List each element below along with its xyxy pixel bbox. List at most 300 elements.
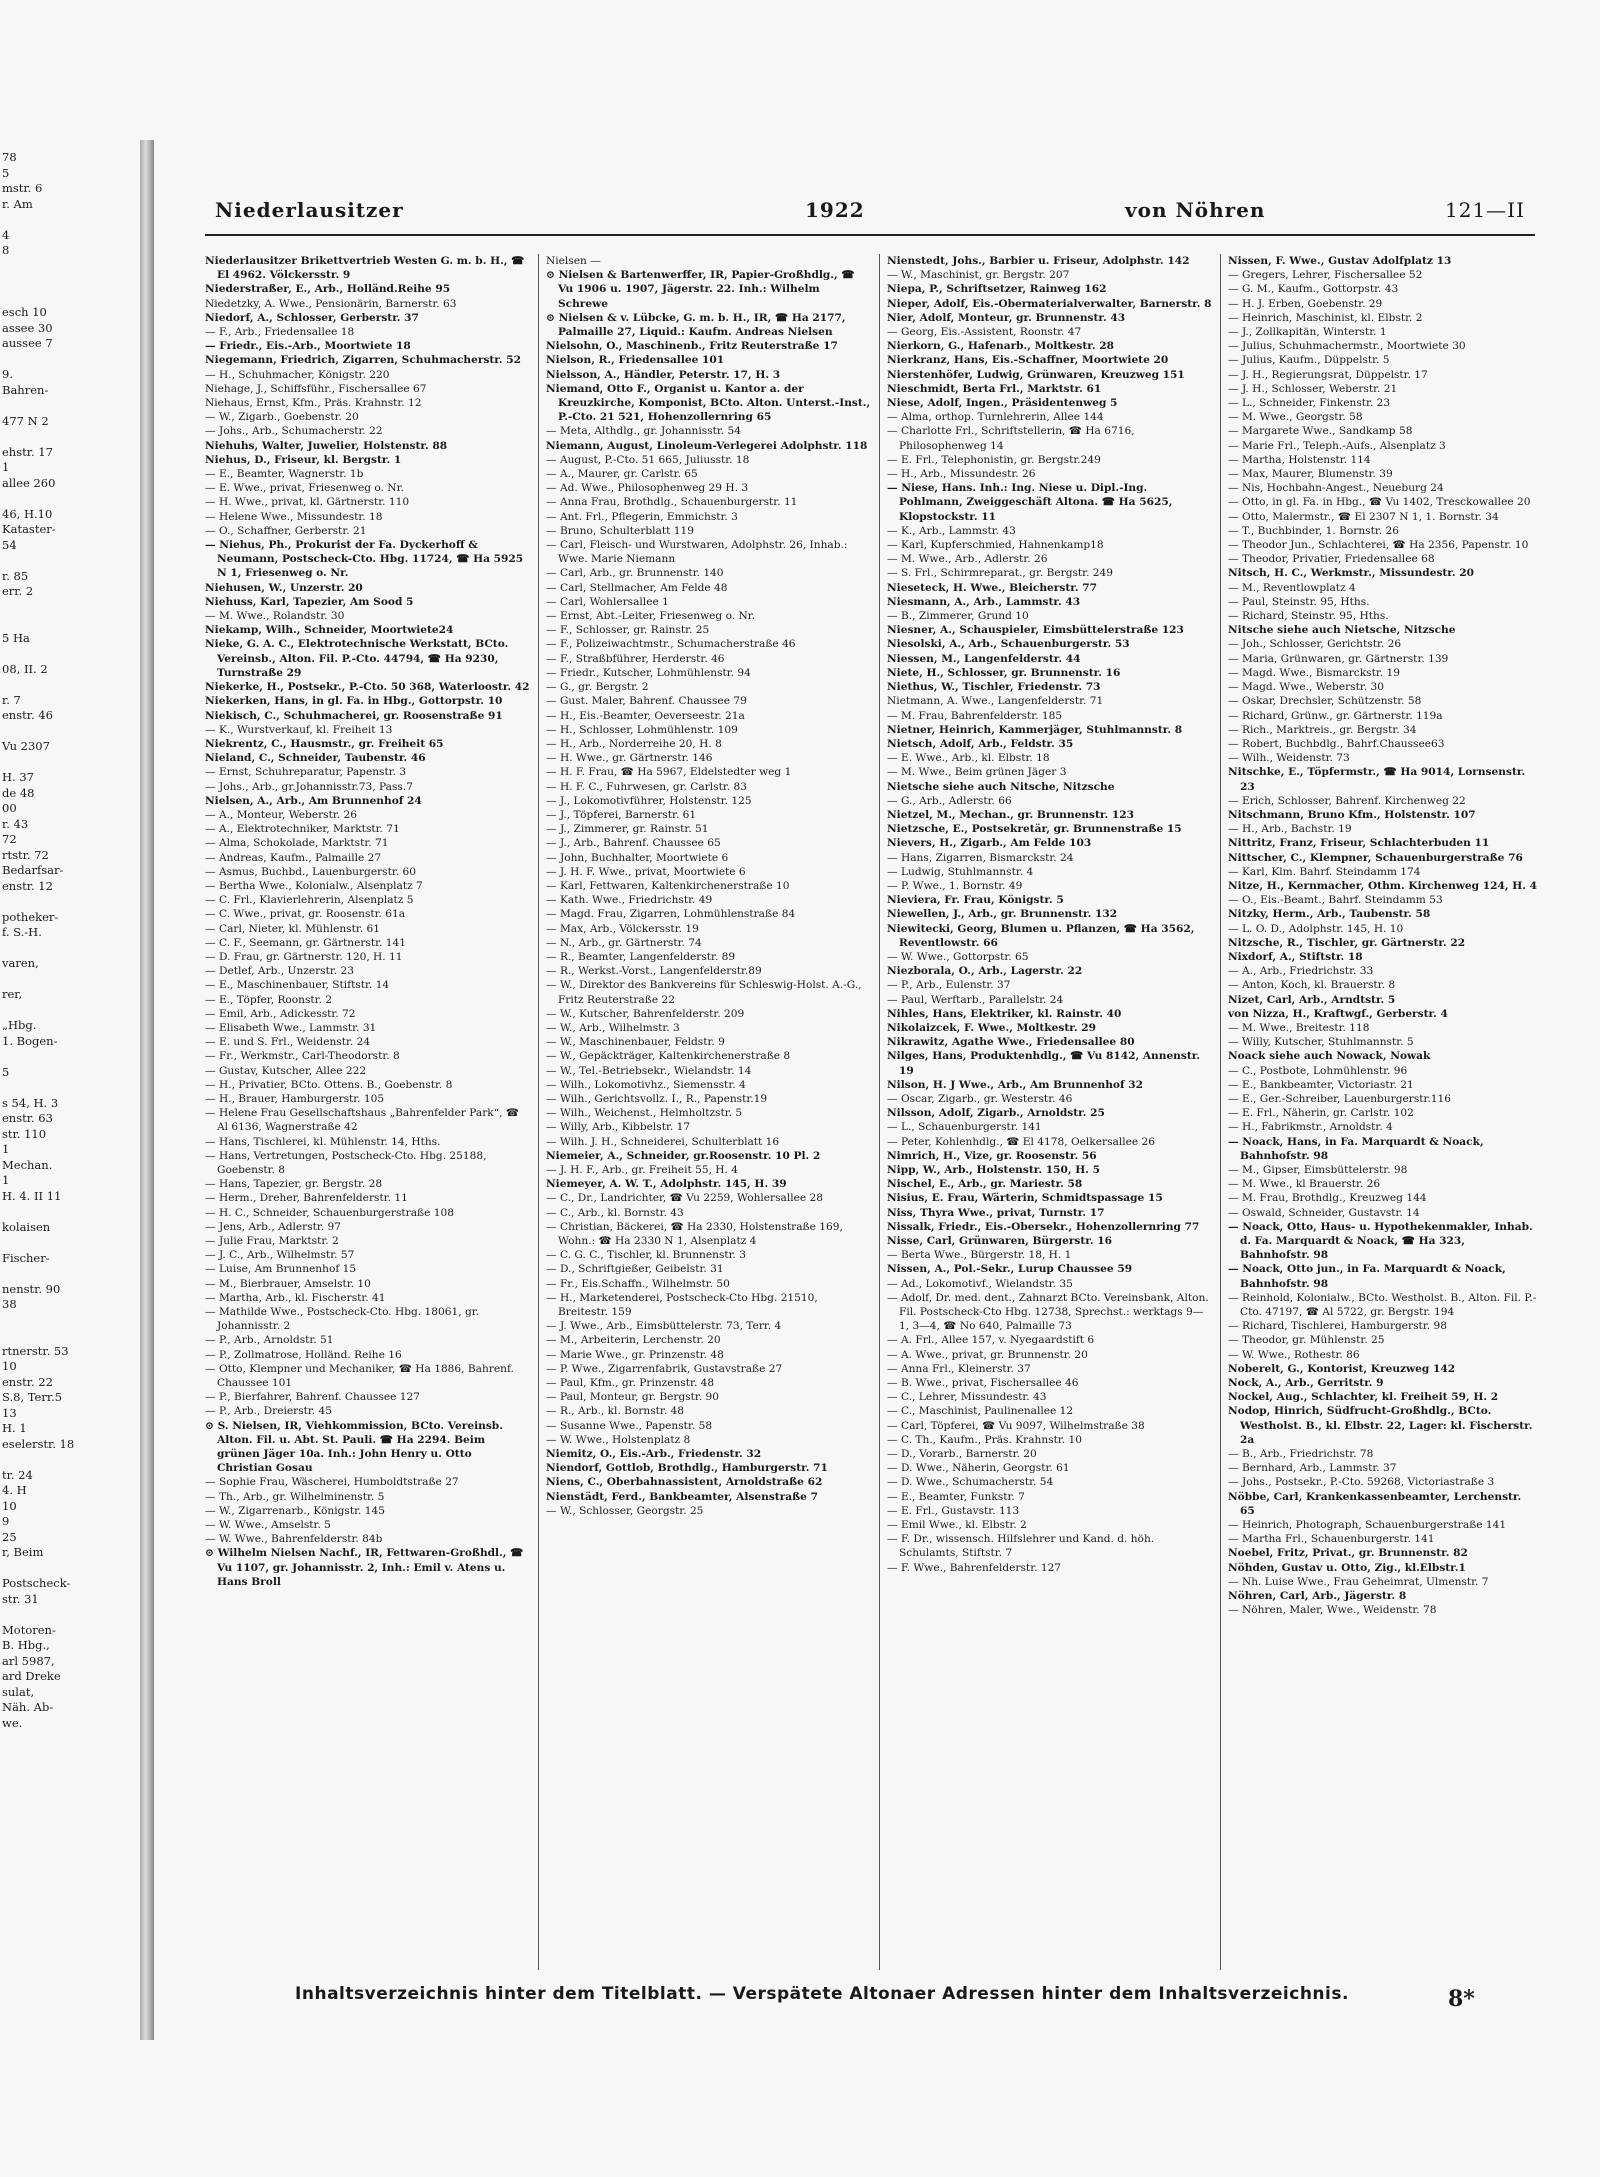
left-page-line: Näh. Ab- — [2, 1700, 54, 1714]
directory-entry: — Wilh., Weidenstr. 73 — [1228, 752, 1350, 765]
directory-entry: ⊙ S. Nielsen, IR, Viehkommission, BCto. Vereinsb. Alton. Fil. u. Abt. St. Pauli. ☎ Ha 2294. Beim grünen Jäger 10a. Inh.: John Henry u. Otto Christian Gosau — [205, 1419, 503, 1475]
directory-entry: Niese, Adolf, Ingen., Präsidentenweg 5 — [887, 397, 1118, 410]
directory-entry: — W., Zigarb., Goebenstr. 20 — [205, 411, 359, 424]
directory-entry: — Fr., Werkmstr., Carl-Theodorstr. 8 — [205, 1050, 400, 1063]
left-page-line — [2, 259, 140, 275]
directory-entry: — Sophie Frau, Wäscherei, Humboldtstraße 27 — [205, 1476, 459, 1489]
directory-entry: — Johs., Postsekr., P.-Cto. 59268, Victoriastraße 3 — [1228, 1476, 1495, 1489]
directory-entry: — W., Maschinenbauer, Feldstr. 9 — [546, 1036, 725, 1049]
directory-entry: — Mathilde Wwe., Postscheck-Cto. Hbg. 18061, gr. Johannisstr. 2 — [205, 1306, 480, 1333]
left-page-line: 4 — [2, 227, 10, 242]
directory-entry: Nierkranz, Hans, Eis.-Schaffner, Moortwiete 20 — [887, 354, 1169, 367]
left-page-line: 1 — [2, 1142, 10, 1156]
directory-entry: — W. Wwe., Amselstr. 5 — [205, 1519, 331, 1532]
directory-entry: — H., Schlosser, Lohmühlenstr. 109 — [546, 723, 738, 736]
directory-entry: — A. Frl., Allee 157, v. Nyegaardstift 6 — [887, 1334, 1095, 1347]
left-page-line: r. 43 — [2, 816, 29, 831]
directory-entry: — M. Wwe., Rolandstr. 30 — [205, 610, 345, 623]
directory-entry: — W., Zigarrenarb., Königstr. 145 — [205, 1504, 385, 1517]
directory-entry: Niesolski, A., Arb., Schauenburgerstr. 53 — [887, 638, 1130, 651]
directory-entry: — M., Reventlowplatz 4 — [1228, 581, 1356, 594]
left-page-line: Mechan. — [2, 1157, 53, 1172]
directory-entry: — J., Arb., Bahrenf. Chaussee 65 — [546, 837, 721, 850]
left-page-line — [2, 290, 140, 306]
directory-entry: — J. C., Arb., Wilhelmstr. 57 — [205, 1249, 355, 1262]
directory-entry: Niezborala, O., Arb., Lagerstr. 22 — [887, 965, 1083, 978]
left-page-line — [2, 274, 140, 290]
left-page-line — [2, 894, 140, 910]
left-page-line: arl 5987, — [2, 1653, 55, 1668]
directory-entry: — Peter, Kohlenhdlg., ☎ El 4178, Oelkersallee 26 — [887, 1135, 1155, 1148]
left-page-line — [2, 1080, 140, 1096]
directory-entry: — Rich., Marktreis., gr. Bergstr. 34 — [1228, 723, 1417, 736]
directory-entry: Niesner, A., Schauspieler, Eimsbüttelerstraße 123 — [887, 624, 1184, 637]
left-page-line — [2, 1313, 140, 1329]
directory-entry: — H., Fabrikmstr., Arnoldstr. 4 — [1228, 1121, 1393, 1134]
directory-entry: — Alma, Schokolade, Marktstr. 71 — [205, 837, 389, 850]
directory-entry: — J. H. F. Wwe., privat, Moortwiete 6 — [546, 865, 746, 878]
directory-entry: — Wilh. J. H., Schneiderei, Schulterblatt 16 — [546, 1135, 780, 1148]
directory-entry: Nietsche siehe auch Nitsche, Nitzsche — [887, 780, 1115, 793]
left-page-line: Bahren- — [2, 382, 49, 397]
left-page-line — [2, 677, 140, 693]
directory-entry: — L., Schauenburgerstr. 141 — [887, 1121, 1042, 1134]
left-page-line: ard Dreke — [2, 1669, 61, 1683]
left-page-line — [2, 1561, 140, 1577]
directory-entry: — Paul, Werftarb., Parallelstr. 24 — [887, 993, 1064, 1006]
directory-entry: — Oscar, Zigarb., gr. Westerstr. 46 — [887, 1092, 1073, 1105]
directory-entry: — Alma, orthop. Turnlehrerin, Allee 144 — [887, 411, 1104, 424]
directory-entry: — W., Tel.-Betriebsekr., Wielandstr. 14 — [546, 1064, 752, 1077]
header-rule — [205, 234, 1535, 236]
directory-entry: — Bernhard, Arb., Lammstr. 37 — [1228, 1462, 1397, 1475]
directory-entry: — A., Elektrotechniker, Marktstr. 71 — [205, 823, 400, 836]
left-page-fragments — [0, 150, 140, 2020]
left-page-line — [2, 724, 140, 740]
directory-entry: Nissen, A., Pol.-Sekr., Lurup Chaussee 59 — [887, 1263, 1133, 1276]
directory-entry: Nizet, Carl, Arb., Arndtstr. 5 — [1228, 993, 1396, 1006]
directory-entry: Nihles, Hans, Elektriker, kl. Rainstr. 40 — [887, 1007, 1122, 1020]
directory-entry: — Paul, Monteur, gr. Bergstr. 90 — [546, 1391, 720, 1404]
directory-entry: — H. F. C., Fuhrwesen, gr. Carlstr. 83 — [546, 780, 747, 793]
left-page-line: 1 — [2, 460, 10, 474]
directory-entry: Niemeyer, A. W. T., Adolphstr. 145, H. 39 — [546, 1178, 787, 1191]
directory-entry: Nietner, Heinrich, Kammerjäger, Stuhlmannstr. 8 — [887, 723, 1183, 736]
directory-entry: — F., Arb., Friedensallee 18 — [205, 326, 355, 339]
directory-entry: — Oswald, Schneider, Gustavstr. 14 — [1228, 1206, 1420, 1219]
left-page-line: 78 — [2, 150, 17, 164]
directory-entry: — Julius, Kaufm., Düppelstr. 5 — [1228, 354, 1390, 367]
left-page-line: r, Beim — [2, 1545, 44, 1559]
directory-entry: — Noack, Otto jun., in Fa. Marquardt & Noack, Bahnhofstr. 98 — [1228, 1263, 1506, 1290]
directory-entry: Noebel, Fritz, Privat., gr. Brunnenstr. 82 — [1228, 1547, 1468, 1560]
directory-entry: — F., Schlosser, gr. Rainstr. 25 — [546, 624, 710, 637]
directory-entry: — Johs., Arb., Schumacherstr. 22 — [205, 425, 383, 438]
directory-entry: — C., Arb., kl. Bornstr. 43 — [546, 1206, 684, 1219]
directory-entry: — Hans, Tischlerei, kl. Mühlenstr. 14, Hths. — [205, 1135, 441, 1148]
directory-entry: Niehus, D., Friseur, kl. Bergstr. 1 — [205, 453, 402, 466]
directory-entry: — P. Wwe., 1. Bornstr. 49 — [887, 879, 1023, 892]
directory-entry: — W., Kutscher, Bahrenfelderstr. 209 — [546, 1007, 745, 1020]
directory-entry: — Anna Frau, Brothdlg., Schauenburgerstr. 11 — [546, 496, 798, 509]
directory-entry: — Richard, Tischlerei, Hamburgerstr. 98 — [1228, 1320, 1447, 1333]
directory-entry: — Johs., Arb., gr.Johannisstr.73, Pass.7 — [205, 780, 413, 793]
left-page-line: Motoren- — [2, 1622, 56, 1637]
directory-entry: — Magd. Wwe., Weberstr. 30 — [1228, 681, 1384, 694]
directory-entry: — M., Bierbrauer, Amselstr. 10 — [205, 1277, 371, 1290]
directory-entry: — Ernst, Abt.-Leiter, Friesenweg o. Nr. — [546, 610, 756, 623]
directory-entry: — Ad. Wwe., Philosophenweg 29 H. 3 — [546, 482, 749, 495]
left-page-line: assee 30 — [2, 320, 53, 335]
directory-entry: Nierkorn, G., Hafenarb., Moltkestr. 28 — [887, 340, 1114, 353]
left-page-line: Bedarfsar- — [2, 863, 64, 877]
directory-entry: Nieschmidt, Berta Frl., Marktstr. 61 — [887, 382, 1102, 395]
directory-entry: — Helene Wwe., Missundestr. 18 — [205, 510, 383, 523]
left-page-line — [2, 646, 140, 662]
directory-entry: Niesmann, A., Arb., Lammstr. 43 — [887, 595, 1081, 608]
directory-entry: — C., Lehrer, Missundestr. 43 — [887, 1391, 1047, 1404]
directory-entry: Nieland, C., Schneider, Taubenstr. 46 — [205, 752, 426, 765]
directory-entry: — Carl, Wohlersallee 1 — [546, 595, 669, 608]
directory-entry: — Noack, Hans, in Fa. Marquardt & Noack, Bahnhofstr. 98 — [1228, 1135, 1484, 1162]
directory-entry: — Kath. Wwe., Friedrichstr. 49 — [546, 894, 713, 907]
directory-entry: Nöhden, Gustav u. Otto, Zig., kl.Elbstr.1 — [1228, 1561, 1466, 1574]
directory-entry: — Elisabeth Wwe., Lammstr. 31 — [205, 1021, 377, 1034]
directory-entry: — C. Th., Kaufm., Präs. Krahnstr. 10 — [887, 1433, 1082, 1446]
column-3 — [887, 254, 1212, 1970]
directory-entry: — J., Zimmerer, gr. Rainstr. 51 — [546, 823, 709, 836]
header-page-number: 121—II — [1445, 198, 1525, 222]
left-page-line — [2, 1204, 140, 1220]
directory-entry: — W., Direktor des Bankvereins für Schleswig-Holst. A.-G., Fritz Reuterstraße 22 — [546, 979, 862, 1006]
directory-entry: — Hans, Tapezier, gr. Bergstr. 28 — [205, 1178, 383, 1191]
signature-mark: 8* — [1448, 1986, 1475, 2012]
directory-entry: — Otto, in gl. Fa. in Hbg., ☎ Vu 1402, Tresckowallee 20 — [1228, 496, 1531, 509]
directory-entry: — M. Wwe., Arb., Adlerstr. 26 — [887, 553, 1048, 566]
left-page-line: 72 — [2, 832, 17, 846]
directory-entry: — Willy, Kutscher, Stuhlmannstr. 5 — [1228, 1036, 1414, 1049]
directory-entry: — D., Schriftgießer, Geibelstr. 31 — [546, 1263, 724, 1276]
directory-entry: — W. Wwe., Gottorpstr. 65 — [887, 950, 1029, 963]
left-page-line: de 48 — [2, 785, 35, 800]
directory-entry: Nietzel, M., Mechan., gr. Brunnenstr. 123 — [887, 808, 1134, 821]
directory-entry: Niekisch, C., Schuhmacherei, gr. Roosenstraße 91 — [205, 709, 503, 722]
left-page-line — [2, 755, 140, 771]
directory-entry: — Joh., Schlosser, Gerichtstr. 26 — [1228, 638, 1402, 651]
left-page-line — [2, 1266, 140, 1282]
directory-entry: Niens, C., Oberbahnassistent, Arnoldstraße 62 — [546, 1476, 823, 1489]
directory-entry: — Oskar, Drechsler, Schützenstr. 58 — [1228, 695, 1422, 708]
directory-entry: Nieseteck, H. Wwe., Bleicherstr. 77 — [887, 581, 1097, 594]
directory-entry: Nietsch, Adolf, Arb., Feldstr. 35 — [887, 737, 1074, 750]
directory-entry: — Reinhold, Kolonialw., BCto. Westholst. B., Alton. Fil. P.-Cto. 47197, ☎ Al 5722, gr. Bergstr. 194 — [1228, 1291, 1537, 1319]
directory-entry: — Asmus, Buchbd., Lauenburgerstr. 60 — [205, 865, 416, 878]
directory-entry: Niewellen, J., Arb., gr. Brunnenstr. 132 — [887, 908, 1118, 921]
directory-entry: — Nis, Hochbahn-Angest., Neueburg 24 — [1228, 482, 1444, 495]
directory-entry: — Ludwig, Stuhlmannstr. 4 — [887, 865, 1034, 878]
left-page-line: 38 — [2, 1297, 17, 1311]
directory-entry: — P., Arb., Eulenstr. 37 — [887, 979, 1011, 992]
left-page-line: 13 — [2, 1405, 17, 1420]
left-page-line: we. — [2, 1715, 23, 1730]
directory-entry: Nipp, W., Arb., Holstenstr. 150, H. 5 — [887, 1164, 1100, 1176]
directory-entry: Nietmann, A. Wwe., Langenfelderstr. 71 — [887, 695, 1104, 708]
left-page-line — [2, 1328, 140, 1344]
directory-entry: Niessen, M., Langenfelderstr. 44 — [887, 652, 1081, 665]
directory-entry: — W. Wwe., Bahrenfelderstr. 84b — [205, 1533, 383, 1546]
left-page-line: s 54, H. 3 — [2, 1095, 59, 1110]
directory-entry: — C., Maschinist, Paulinenallee 12 — [887, 1405, 1074, 1418]
directory-entry: — F., Straßbführer, Herderstr. 46 — [546, 652, 725, 665]
directory-entry: Nisius, E. Frau, Wärterin, Schmidtspassage 15 — [887, 1192, 1163, 1205]
directory-entry: Nikrawitz, Agathe Wwe., Friedensallee 80 — [887, 1036, 1135, 1049]
left-page-line: rtstr. 72 — [2, 847, 49, 862]
directory-entry: — Noack, Otto, Haus- u. Hypothekenmakler, Inhab. d. Fa. Marquardt & Noack, ☎ Ha 323, Bahnhofstr. 98 — [1228, 1220, 1533, 1262]
left-page-line: err. 2 — [2, 584, 34, 598]
directory-entry: — C., Dr., Landrichter, ☎ Vu 2259, Wohlersallee 28 — [546, 1192, 824, 1205]
directory-entry: — E., Maschinenbauer, Stiftstr. 14 — [205, 979, 390, 992]
left-page-line: eselerstr. 18 — [2, 1436, 75, 1451]
directory-entry: — Wilh., Weichenst., Helmholtzstr. 5 — [546, 1107, 743, 1120]
directory-entry: — P., Arb., Dreierstr. 45 — [205, 1405, 332, 1418]
directory-entry: Nock, A., Arb., Gerritstr. 9 — [1228, 1377, 1384, 1390]
left-page-line — [2, 615, 140, 631]
directory-entry: — D. Wwe., Näherin, Georgstr. 61 — [887, 1462, 1070, 1475]
directory-entry: — Andreas, Kaufm., Palmaille 27 — [205, 851, 382, 864]
directory-entry: — Helene Frau Gesellschaftshaus „Bahrenfelder Park“, ☎ Al 6136, Wagnerstraße 42 — [205, 1107, 520, 1134]
left-page-line: r. 7 — [2, 692, 21, 707]
directory-entry: Niemitz, O., Eis.-Arb., Friedenstr. 32 — [546, 1448, 762, 1461]
directory-entry: — F. Dr., wissensch. Hilfslehrer und Kand. d. höh. Schulamts, Stiftstr. 7 — [887, 1533, 1155, 1560]
directory-entry: — Wilh., Lokomotivhz., Siemensstr. 4 — [546, 1078, 746, 1091]
directory-entry: — August, P.-Cto. 51 665, Juliusstr. 18 — [546, 453, 750, 466]
directory-entry: — Martha Frl., Schauenburgerstr. 141 — [1228, 1533, 1435, 1546]
directory-entry: — K., Arb., Lammstr. 43 — [887, 524, 1016, 537]
directory-entry: Niemeier, A., Schneider, gr.Roosenstr. 10 Pl. 2 — [546, 1149, 821, 1162]
directory-entry: — P., Arb., Arnoldstr. 51 — [205, 1334, 334, 1347]
directory-entry: Nierstenhöfer, Ludwig, Grünwaren, Kreuzweg 151 — [887, 368, 1185, 381]
directory-entry: — H., Brauer, Hamburgerstr. 105 — [205, 1092, 385, 1105]
directory-entry: — Martha, Arb., kl. Fischerstr. 41 — [205, 1291, 386, 1304]
directory-entry: — Max, Maurer, Blumenstr. 39 — [1228, 468, 1393, 481]
directory-entry: — C. G. C., Tischler, kl. Brunnenstr. 3 — [546, 1249, 747, 1262]
left-page-line: 25 — [2, 1529, 17, 1544]
directory-entry: — A., Monteur, Weberstr. 26 — [205, 808, 357, 821]
directory-entry: — John, Buchhalter, Moortwiete 6 — [546, 851, 729, 864]
directory-entry: — Heinrich, Photograph, Schauenburgerstraße 141 — [1228, 1519, 1507, 1532]
directory-entry: — Martha, Holstenstr. 114 — [1228, 453, 1371, 466]
book-gutter — [140, 140, 154, 2040]
directory-entry: — M. Wwe., Georgstr. 58 — [1228, 411, 1363, 424]
left-page-line: str. 110 — [2, 1126, 47, 1141]
directory-entry: Niepa, P., Schriftsetzer, Rainweg 162 — [887, 283, 1107, 296]
directory-entry: Nissen, F. Wwe., Gustav Adolfplatz 13 — [1228, 255, 1452, 267]
directory-entry: — E. Frl., Näherin, gr. Carlstr. 102 — [1228, 1107, 1414, 1120]
directory-entry: — O., Schaffner, Gerberstr. 21 — [205, 524, 367, 537]
directory-entry: — E. und S. Frl., Weidenstr. 24 — [205, 1036, 371, 1049]
directory-entry: — J. H., Schlosser, Weberstr. 21 — [1228, 382, 1398, 395]
directory-entry: — Susanne Wwe., Papenstr. 58 — [546, 1419, 713, 1432]
left-page-line: r. 85 — [2, 568, 29, 583]
directory-entry: — W. Wwe., Holstenplatz 8 — [546, 1433, 691, 1446]
directory-entry: — H., Arb., Norderreihe 20, H. 8 — [546, 737, 722, 750]
left-page-line: 5 — [2, 165, 10, 180]
running-header — [205, 198, 1535, 226]
directory-entry: — W., Arb., Wilhelmstr. 3 — [546, 1021, 680, 1034]
directory-entry: Nittritz, Franz, Friseur, Schlachterbuden 11 — [1228, 837, 1490, 850]
directory-entry: — A., Maurer, gr. Carlstr. 65 — [546, 468, 698, 481]
directory-entry: — Charlotte Frl., Schriftstellerin, ☎ Ha 6716, Philosophenweg 14 — [887, 425, 1135, 452]
directory-entry: — Marie Wwe., gr. Prinzenstr. 48 — [546, 1348, 724, 1361]
directory-entry: — Heinrich, Maschinist, kl. Elbstr. 2 — [1228, 311, 1423, 324]
directory-entry: — Otto, Malermstr., ☎ El 2307 N 1, 1. Bornstr. 34 — [1228, 510, 1499, 523]
directory-entry: Nielsohn, O., Maschinenb., Fritz Reuterstraße 17 — [546, 340, 838, 353]
left-page-line — [2, 352, 140, 368]
directory-entry: — M. Wwe., kl Brauerstr. 26 — [1228, 1178, 1381, 1191]
directory-entry: Nixdorf, A., Stiftstr. 18 — [1228, 950, 1363, 963]
left-page-line: enstr. 63 — [2, 1111, 53, 1125]
column-4 — [1228, 254, 1538, 1970]
directory-entry: — A. Wwe., privat, gr. Brunnenstr. 20 — [887, 1348, 1088, 1361]
left-page-line: 08, II. 2 — [2, 661, 48, 676]
directory-entry: — G., Arb., Adlerstr. 66 — [887, 794, 1012, 807]
directory-entry: — P., Bierfahrer, Bahrenf. Chaussee 127 — [205, 1391, 421, 1404]
directory-entry: — D., Vorarb., Barnerstr. 20 — [887, 1448, 1037, 1461]
left-page-line: varen, — [2, 956, 39, 970]
directory-entry: — Gust. Maler, Bahrenf. Chaussee 79 — [546, 695, 747, 708]
left-page-line: 00 — [2, 801, 17, 815]
left-page-line: Kataster- — [2, 522, 56, 536]
directory-entry: — Carl, Fleisch- und Wurstwaren, Adolphstr. 26, Inhab.: Wwe. Marie Niemann — [546, 539, 848, 566]
directory-entry: — Jens, Arb., Adlerstr. 97 — [205, 1220, 342, 1233]
left-page-line: 54 — [2, 537, 17, 552]
directory-entry: — Friedr., Kutscher, Lohmühlenstr. 94 — [546, 666, 751, 679]
directory-entry: Nilson, H. J Wwe., Arb., Am Brunnenhof 32 — [887, 1078, 1143, 1091]
left-page-line: Postscheck- — [2, 1576, 71, 1590]
directory-entry: — M., Arbeiterin, Lerchenstr. 20 — [546, 1334, 721, 1347]
left-page-line — [2, 972, 140, 988]
directory-entry: — Hans, Vertretungen, Postscheck-Cto. Hbg. 25188, Goebenstr. 8 — [205, 1149, 487, 1176]
directory-entry: — E., Beamter, Funkstr. 7 — [887, 1490, 1025, 1503]
header-year: 1922 — [805, 198, 865, 222]
directory-entry: — E., Töpfer, Roonstr. 2 — [205, 993, 333, 1006]
directory-entry: Niekerke, H., Postsekr., P.-Cto. 50 368, Waterloostr. 42 — [205, 681, 530, 694]
directory-entry: — J. H., Regierungsrat, Düppelstr. 17 — [1228, 368, 1428, 381]
directory-entry: — C. Frl., Klavierlehrerin, Alsenplatz 5 — [205, 894, 414, 907]
directory-entry: Nieke, G. A. C., Elektrotechnische Werkstatt, BCto. Vereinsb., Alton. Fil. P.-Cto. 44794, ☎ Ha 9230, Turnstraße 29 — [205, 638, 509, 679]
left-page-line: kolaisen — [2, 1219, 51, 1234]
column-divider — [538, 254, 539, 1970]
directory-entry: — E. Wwe., Arb., kl. Elbstr. 18 — [887, 752, 1050, 765]
directory-entry: — Willy, Arb., Kibbelstr. 17 — [546, 1121, 691, 1134]
directory-entry: — Luise, Am Brunnenhof 15 — [205, 1263, 357, 1276]
directory-entry: Niehaus, Ernst, Kfm., Präs. Krahnstr. 12 — [205, 397, 422, 410]
column-divider — [879, 254, 880, 1970]
directory-entry: — Paul, Steinstr. 95, Hths. — [1228, 595, 1370, 608]
left-page-line: rtnerstr. 53 — [2, 1343, 69, 1358]
directory-entry: — J., Töpferei, Barnerstr. 61 — [546, 808, 697, 821]
directory-entry: — F., Polizeiwachtmstr., Schumacherstraße 46 — [546, 638, 796, 651]
directory-entry: — T., Buchbinder, 1. Bornstr. 26 — [1228, 524, 1399, 537]
directory-entry: — B. Wwe., privat, Fischersallee 46 — [887, 1377, 1079, 1390]
directory-entry: — D. Wwe., Schumacherstr. 54 — [887, 1476, 1054, 1489]
directory-entry: — G., gr. Bergstr. 2 — [546, 681, 649, 694]
directory-entry: — Gregers, Lehrer, Fischersallee 52 — [1228, 269, 1423, 282]
left-page-line: potheker- — [2, 909, 59, 924]
directory-entry: — J. Wwe., Arb., Eimsbüttelerstr. 73, Terr. 4 — [546, 1320, 782, 1333]
directory-entry: — W., Maschinist, gr. Bergstr. 207 — [887, 269, 1070, 282]
left-page-line — [2, 600, 140, 616]
directory-entry: — Fr., Eis.Schaffn., Wilhelmstr. 50 — [546, 1277, 730, 1290]
directory-entry: — Adolf, Dr. med. dent., Zahnarzt BCto. Vereinsbank, Alton. Fil. Postscheck-Cto Hbg. 12738, Sprechst.: werktags 9—1, 3—4, ☎ No 640, Palmaille 73 — [887, 1291, 1209, 1333]
directory-entry: — Karl, Kupferschmied, Hahnenkamp18 — [887, 539, 1104, 552]
directory-entry: — Julius, Schuhmachermstr., Moortwiete 30 — [1228, 340, 1466, 353]
left-page-line — [2, 398, 140, 414]
directory-entry: — Carl, Stellmacher, Am Felde 48 — [546, 581, 728, 594]
directory-entry: von Nizza, H., Kraftwgf., Gerberstr. 4 — [1228, 1007, 1448, 1020]
directory-entry: — F. Wwe., Bahrenfelderstr. 127 — [887, 1561, 1062, 1574]
directory-entry: — Julie Frau, Marktstr. 2 — [205, 1235, 339, 1248]
directory-entry: — Max, Arb., Völckersstr. 19 — [546, 922, 699, 935]
directory-entry: — Theodor, Privatier, Friedensallee 68 — [1228, 553, 1435, 566]
left-page-line: 46, H.10 — [2, 506, 53, 521]
directory-entry: — R., Beamter, Langenfelderstr. 89 — [546, 950, 736, 963]
directory-entry: Niss, Thyra Wwe., privat, Turnstr. 17 — [887, 1206, 1105, 1219]
left-page-line: 1. Bogen- — [2, 1033, 58, 1048]
directory-entry: — H., Arb., Missundestr. 26 — [887, 468, 1036, 481]
directory-entry: Niemann, August, Linoleum-Verlegerei Adolphstr. 118 — [546, 439, 868, 452]
directory-entry: — Georg, Eis.-Assistent, Roonstr. 47 — [887, 326, 1082, 339]
directory-entry: — Niehus, Ph., Prokurist der Fa. Dyckerhoff & Neumann, Postscheck-Cto. Hbg. 11724, ☎ Ha 5925 N 1, Friesenweg o. Nr. — [205, 539, 524, 580]
directory-entry: — Karl, Klm. Bahrf. Steindamm 174 — [1228, 865, 1421, 878]
directory-entry: — H. F. Frau, ☎ Ha 5967, Eldelstedter weg 1 — [546, 766, 792, 779]
directory-entry: — M. Frau, Bahrenfelderstr. 185 — [887, 709, 1063, 722]
directory-entry: — H., Privatier, BCto. Ottens. B., Goebenstr. 8 — [205, 1078, 453, 1091]
directory-entry: Nisse, Carl, Grünwaren, Bürgerstr. 16 — [887, 1235, 1112, 1248]
directory-entry: — Berta Wwe., Bürgerstr. 18, H. 1 — [887, 1249, 1072, 1262]
left-page-line: f. S.-H. — [2, 925, 42, 939]
directory-entry: — Carl, Arb., gr. Brunnenstr. 140 — [546, 567, 724, 580]
directory-entry: — E., Bankbeamter, Victoriastr. 21 — [1228, 1078, 1414, 1091]
left-page-line — [2, 1235, 140, 1251]
directory-entry: — M. Wwe., Breitestr. 118 — [1228, 1021, 1370, 1034]
directory-entry: Nodop, Hinrich, Südfrucht-Großhdlg., BCto. Westholst. B., kl. Elbstr. 22, Lager: kl. Fischerstr. 2a — [1228, 1405, 1533, 1446]
left-page-line: ehstr. 17 — [2, 444, 53, 459]
directory-entry: — R., Werkst.-Vorst., Langenfelderstr.89 — [546, 965, 762, 978]
directory-entry: — Gustav, Kutscher, Allee 222 — [205, 1064, 367, 1077]
directory-entry: Niehage, J., Schiffsführ., Fischersallee 67 — [205, 382, 427, 395]
directory-entry: — M. Frau, Brothdlg., Kreuzweg 144 — [1228, 1192, 1427, 1205]
left-page-line — [2, 941, 140, 957]
directory-entry: — E. Wwe., privat, Friesenweg o. Nr. — [205, 482, 404, 495]
directory-entry: Nier, Adolf, Monteur, gr. Brunnenstr. 43 — [887, 311, 1126, 324]
directory-entry: — Robert, Buchbdlg., Bahrf.Chaussee63 — [1228, 737, 1445, 750]
directory-entry: — Hans, Zigarren, Bismarckstr. 24 — [887, 851, 1074, 864]
directory-entry: — W., Schlosser, Georgstr. 25 — [546, 1504, 704, 1517]
directory-entry: Niehuss, Karl, Tapezier, Am Sood 5 — [205, 595, 414, 608]
left-page-line: r. Am — [2, 196, 33, 211]
directory-entry: — Ad., Lokomotivf., Wielandstr. 35 — [887, 1277, 1073, 1290]
left-page-line: str. 31 — [2, 1591, 39, 1606]
directory-entry: — H., Eis.-Beamter, Oeverseestr. 21a — [546, 709, 745, 722]
left-page-line: enstr. 12 — [2, 878, 53, 893]
directory-entry: ⊙ Nielsen & v. Lübcke, G. m. b. H., IR, ☎ Ha 2177, Palmaille 27, Liquid.: Kaufm. Andreas Nielsen — [546, 311, 846, 339]
directory-entry: — Ernst, Schuhreparatur, Papenstr. 3 — [205, 766, 407, 779]
directory-entry: — O., Eis.-Beamt., Bahrf. Steindamm 53 — [1228, 894, 1443, 907]
left-page-line: rer, — [2, 987, 23, 1001]
left-page-line — [2, 491, 140, 507]
directory-entry: — Magd. Wwe., Bismarckstr. 19 — [1228, 666, 1400, 679]
